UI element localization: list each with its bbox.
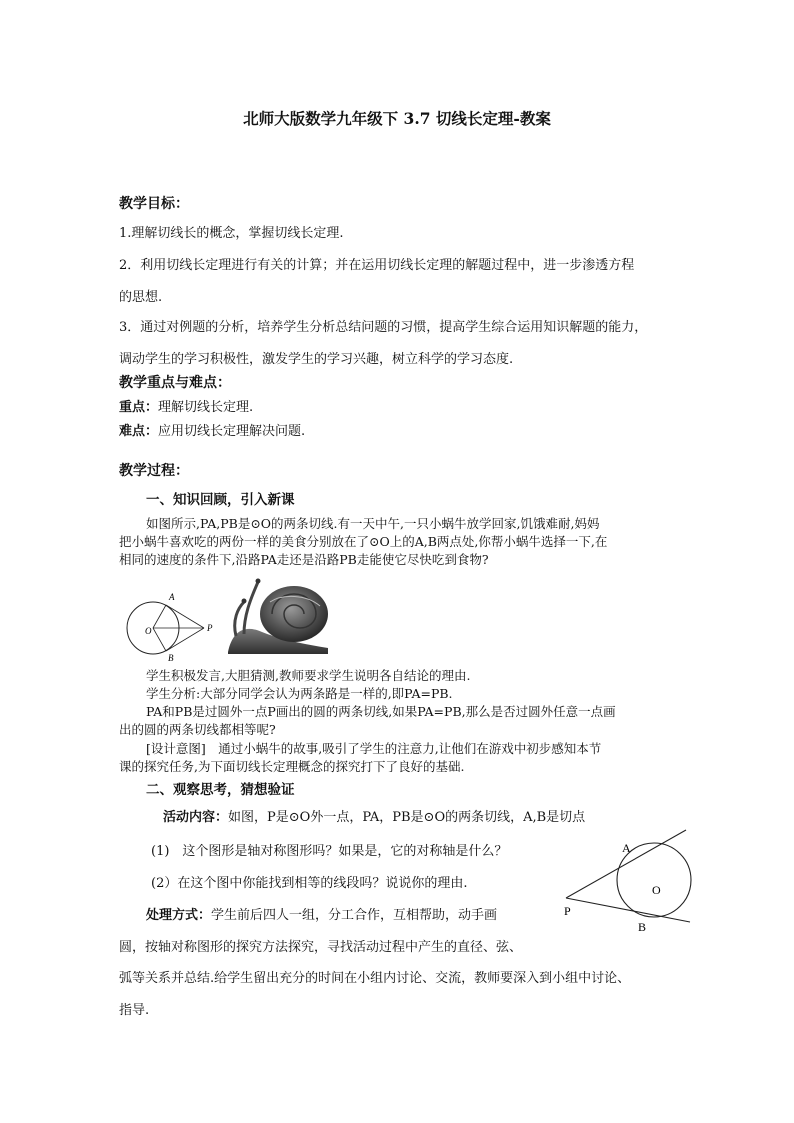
section1-heading: 一、知识回顾，引入新课: [146, 492, 295, 508]
method-text-a: 学生前后四人一组，分工合作，互相帮助，动手画: [211, 908, 498, 923]
section1-para4a: PA和PB是过圆外一点P画出的圆的两条切线,如果PA=PB,那么是否过圆外任意一点画: [146, 704, 616, 719]
section1-para3: 学生分析:大部分同学会认为两条路是一样的,即PA=PB.: [146, 686, 453, 701]
key-points-heading: 教学重点与难点：: [119, 375, 231, 391]
goals-heading: 教学目标：: [119, 196, 189, 212]
section1-para5a: [设计意图] 通过小蜗牛的故事,吸引了学生的注意力,让他们在游戏中初步感知本节: [146, 741, 602, 756]
method-label: 处理方式：: [146, 908, 212, 923]
fig1-label-o: O: [145, 626, 152, 636]
hard-text: 应用切线长定理解决问题.: [158, 424, 306, 439]
key-label: 重点：: [119, 400, 159, 415]
hard-label: 难点：: [119, 424, 159, 439]
goal-item-2a: 2．利用切线长定理进行有关的计算；并在运用切线长定理的解题过程中，进一步渗透方程: [119, 258, 635, 273]
goal-item-3a: 3．通过对例题的分析，培养学生分析总结问题的习惯，提高学生综合运用知识解题的能力，: [119, 320, 648, 335]
fig2-label-p: P: [564, 904, 571, 918]
fig2-label-o: O: [652, 883, 661, 897]
question-1: (1) 这个图形是轴对称图形吗？如果是，它的对称轴是什么？: [151, 844, 508, 859]
fig2-label-b: B: [638, 920, 647, 934]
key-point-line: [119, 396, 253, 415]
page-title: 北师大版数学九年级下 3.7 切线长定理-教案: [243, 109, 551, 128]
tangent-figure-1: [120, 588, 220, 666]
section1-para1a: 如图所示,PA,PB是⊙O的两条切线.有一天中午,一只小蜗牛放学回家,饥饿难耐,妈妈: [146, 516, 600, 531]
tangent-figure-2: [558, 822, 698, 934]
section1-para5b: 课的探究任务,为下面切线长定理概念的探究打下了良好的基础.: [119, 759, 465, 774]
section1-para2: 学生积极发言,大胆猜测,教师要求学生说明各自结论的理由.: [146, 668, 471, 683]
question-2: (2）在这个图中你能找到相等的线段吗？说说你的理由.: [151, 876, 468, 891]
snail-image: [222, 572, 332, 656]
section1-para4b: 出的圆的两条切线都相等呢?: [119, 722, 276, 737]
goal-item-1: 1.理解切线长的概念，掌握切线长定理.: [119, 226, 344, 241]
method-line-c: 弧等关系并总结.给学生留出充分的时间在小组内讨论、交流，教师要深入到小组中讨论、: [119, 971, 631, 986]
section1-para1b: 把小蜗牛喜欢吃的两份一样的美食分别放在了⊙O上的A,B两点处,你帮小蜗牛选择一下,在: [119, 534, 608, 549]
activity-text: 如图，P是⊙O外一点，PA，PB是⊙O的两条切线，A,B是切点: [228, 810, 586, 825]
method-line-d: 指导.: [119, 1003, 150, 1018]
key-text: 理解切线长定理.: [158, 400, 254, 415]
fig1-label-p: P: [207, 623, 213, 633]
method-line-a: [146, 904, 497, 923]
goal-item-3b: 调动学生的学习积极性，激发学生的学习兴趣，树立科学的学习态度.: [119, 352, 514, 367]
method-line-b: 圆，按轴对称图形的探究方法探究，寻找活动过程中产生的直径、弦、: [119, 940, 523, 955]
fig1-label-a: A: [169, 592, 175, 602]
activity-label: 活动内容：: [163, 810, 229, 825]
process-heading: 教学过程：: [119, 463, 189, 479]
section1-para1c: 相同的速度的条件下,沿路PA走还是沿路PB走能使它尽快吃到食物?: [119, 552, 489, 567]
activity-line: [163, 806, 585, 825]
hard-point-line: [119, 420, 305, 439]
section2-heading: 二、观察思考，猜想验证: [146, 782, 295, 798]
goal-item-2b: 的思想.: [119, 290, 163, 305]
fig2-label-a: A: [622, 841, 631, 855]
fig1-label-b: B: [168, 653, 174, 663]
